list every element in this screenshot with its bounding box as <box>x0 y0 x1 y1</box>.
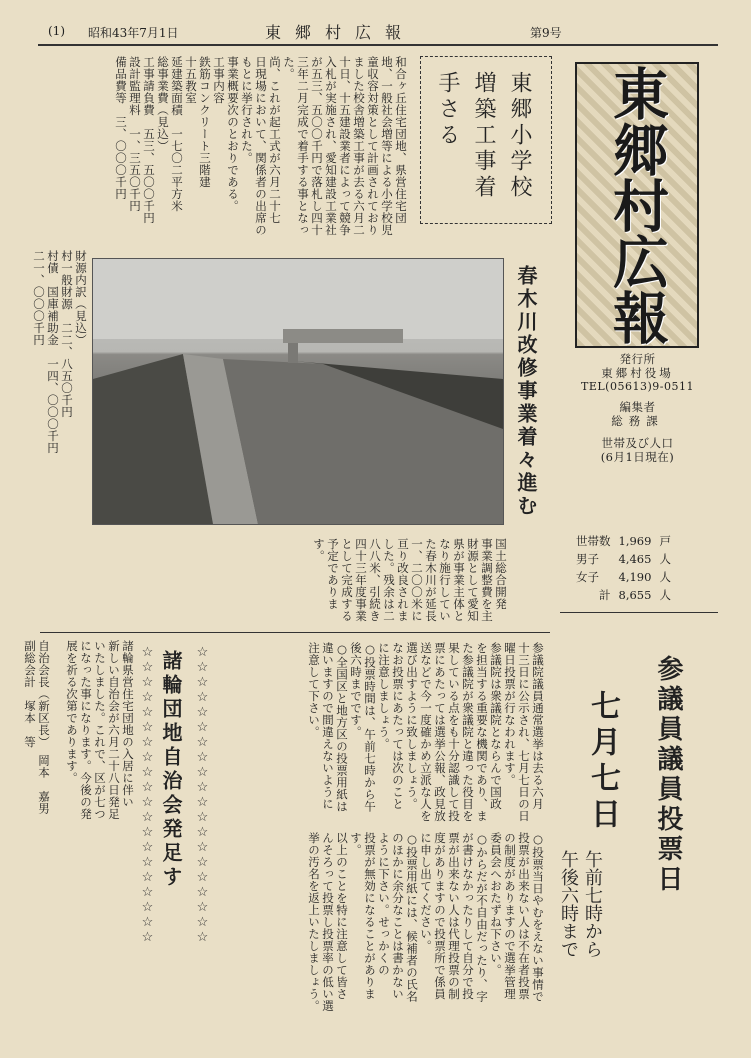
publisher-label: 発行所 <box>619 352 656 366</box>
election-headline: 参議員議員投票日 <box>653 655 683 895</box>
river-body: 国土総合開発 事業調整費を主 財源として愛知 県が事業主体と なり施行してい た春木川が延長 一、二〇〇米に 亘り改良されま した。残余は二 八八米、引続き 四十三年度事業 として完成する 予定でありま す。 <box>312 538 508 622</box>
table-row: 世帯数 1,969 戸 <box>576 534 671 548</box>
star-border-left: ☆☆☆☆☆☆☆☆☆☆☆☆☆☆☆☆☆☆☆☆ <box>140 645 155 945</box>
section-divider <box>40 632 550 633</box>
publisher: 東郷村役場 <box>601 366 674 380</box>
election-date: 七月七日 <box>585 690 620 834</box>
election-notes: ○投票当日やむをえない事情で 投票が出来ない人は不在者投票 の制度がありますので選挙管理 委員会へおたずね下さい。 ○からだが不自由だったり、字 が書けなかったりして自分で投 票が出来ない人は代理投票の制 度がありますので投票所で係員 に申し出てください。 ○投票用紙には、候補者の氏名 のほかに余分なことは書かない ように下さい。せっかくの 投票が無効になることがありま す。 以上のことを特に注意して皆さ んそろって投票し投票率の低い選 挙の汚名を返上いたしましょう。 <box>307 832 545 1012</box>
jichikai-body: 諸輪県営住宅団地の入居に伴い 新しい自治会が六月二十八日発足 いたしました。これで、区が七つ になった事になります。今後の発 展を祈る次第であります。 自治会長（新区長） 岡本 嘉男 副総会計 塚本 等 <box>23 640 135 820</box>
river-photo <box>92 258 504 525</box>
masthead-title: 東郷村広報 <box>604 65 670 345</box>
editor: 総務課 <box>611 414 664 428</box>
population-title: 世帯及び人口 <box>601 436 674 450</box>
paper-name-header: 東郷村広報 <box>265 23 416 42</box>
issue-date: 昭和43年7月1日 <box>88 26 179 40</box>
river-headline: 春木川改修事業着々進む <box>514 265 538 518</box>
school-headline-box <box>420 56 552 224</box>
population-date: (6月1日現在) <box>600 450 675 464</box>
table-row: 女子 4,190 人 <box>576 570 671 584</box>
publisher-tel: TEL(05613)9-0511 <box>581 380 694 393</box>
school-body: 和合ヶ丘住宅団地、県営住宅団 地、一般社会増等による小学校児 童収容対策として計画されており ました校舎増築工事が去る六月二 十日、十五建設業者によって競争 入札が実施され、愛知建設工業社 が五三、五〇〇千円で落札し四十 三年二月完成で着手する事となっ た。 尚、これが起工式が六月二十七 日現場において、関係者の出席の もとに挙行された。 事業概要次のとおりである。 工事内容 鉄筋コンクリート三階建 十五教室 延建築面積 一七〇二平方米 総事業費（見込） 工事請負費 五三、五〇〇千円 設計監理料 一、三五〇千円 備品費等 三、〇〇〇千円 <box>114 56 408 236</box>
table-row: 計 8,655 人 <box>599 588 671 602</box>
editor-label: 編集者 <box>619 400 656 414</box>
header-rule <box>38 44 718 46</box>
election-body: 参議院議員通常選挙は去る六月 十三日に公示され、七月七日の日 曜日投票が行なわれます。 参議院は衆議院とならんで国政 を担当する重要な機関であり、ま た参議院が衆議院と違った役目を 果している点をも十分認識して投 票にあたっては選挙公報、政見放 送などで今一度確かめ立派な人を 選び出すように致しましょう。 なお投票にあたっては次のこと に注意しましょう。 ○投票時間は、午前七時から午 後六時までです。 ○全国区と地方区の投票用紙は 違いますので間違えないように 注意して下さい。 <box>307 642 545 822</box>
masthead-divider <box>560 612 718 613</box>
publisher-block <box>575 352 700 464</box>
population-table <box>572 532 675 604</box>
jichikai-headline: 諸輪団地自治会発足す <box>159 650 183 890</box>
page-number: (1) <box>48 24 65 38</box>
star-border-right: ☆☆☆☆☆☆☆☆☆☆☆☆☆☆☆☆☆☆☆☆ <box>195 645 210 945</box>
issue-number: 第9号 <box>530 26 562 40</box>
election-time: 午前七時から 午後六時まで <box>558 850 603 958</box>
school-headline: 東郷小学校増築工事着手さる <box>435 71 532 201</box>
school-finance: 財源内訳（見込） 村一般財源 二二、八五〇千円 村債 国庫補助金 一四、〇〇〇千円 二一、〇〇〇千円 <box>32 250 88 454</box>
river-photo-image <box>93 259 503 524</box>
masthead-logo <box>575 62 699 348</box>
table-row: 男子 4,465 人 <box>576 552 671 566</box>
